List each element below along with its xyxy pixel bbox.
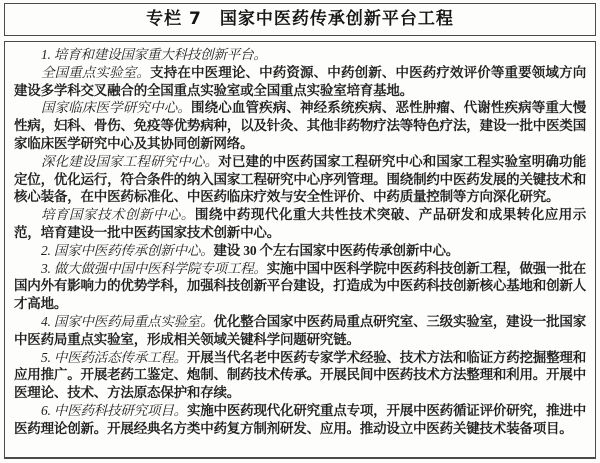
paragraph-text: 支持在中医理论、中药资源、中药创新、中医药疗效评价等重要领域方向建设多学科交叉融合的全国重点实验室或全国重点实验室培育基地。 (14, 64, 586, 98)
paragraph-text: 围绕中药现代化重大共性技术突破、产品研发和成果转化应用示范，培育建设一批中医药国家技术创新中心。 (14, 207, 586, 240)
paragraph-text: 实施中医药现代化研究重点专项，开展中医药循证评价研究，推进中医药理论创新。开展经典名方类中药复方制剂研发、应用。推动设立中医药关键技术装备项目。 (14, 402, 587, 436)
paragraph-text: 开展当代名老中医药专家学术经验、技术方法和临证方药挖掘整理和应用推广。开展老药工鉴定、炮制、制药技术传承。开展民间中医药技术方法整理和利用。开展中医理论、技术、方法原态保护和存续。 (14, 349, 587, 401)
paragraph (14, 153, 586, 206)
paragraph-lead: 5. 中医药活态传承工程。 (41, 349, 187, 365)
paragraph-lead: 1. 培育和建设国家重大科技创新平台。 (41, 47, 267, 62)
paragraph-lead: 深化建设国家工程研究中心。 (41, 153, 219, 169)
paragraph (14, 349, 586, 402)
paragraph (14, 46, 586, 64)
paragraph (14, 260, 586, 313)
paragraph (14, 402, 586, 438)
paragraph-lead: 4. 国家中医药局重点实验室。 (41, 313, 214, 329)
column-title: 专栏 7 国家中医药传承创新平台工程 (146, 9, 454, 29)
column-title-bar (4, 3, 596, 36)
paragraph-lead: 3. 做大做强中国中医科学院专项工程。 (41, 260, 267, 276)
paragraph-lead: 培育国家技术创新中心。 (41, 207, 195, 223)
paragraph (14, 313, 586, 349)
paragraph-lead: 国家临床医学研究中心。 (41, 100, 191, 116)
paragraph-text: 实施中国中医科学院中医药科技创新工程，做强一批在国内外有影响力的优势学科，加强科技创新平台建设，打造成为中医药科技创新核心基地和创新人才高地。 (14, 260, 587, 312)
paragraph-text: 建设 30 个左右国家中医药传承创新中心。 (213, 242, 460, 258)
column-body (4, 41, 596, 459)
paragraph-text: 优化整合国家中医药局重点研究室、三级实验室，建设一批国家中医药局重点实验室，形成相关领域关键科学问题研究链。 (14, 313, 586, 347)
paragraph-lead: 全国重点实验室。 (41, 64, 151, 80)
paragraph-lead: 2. 国家中医药传承创新中心。 (41, 242, 214, 258)
paragraph (14, 99, 586, 152)
paragraph (14, 64, 586, 100)
paragraph-lead: 6. 中医药科技研究项目。 (41, 402, 187, 418)
paragraph-text: 对已建的中医药国家工程研究中心和国家工程实验室明确功能定位，优化运行，符合条件的纳入国家工程研究中心序列管理。围绕制约中医药发展的关键技术和核心装备，在中医药标准化、中医药临床疗效与安全性评价、中药质量控制等方向深化研究。 (14, 153, 586, 205)
paragraph (14, 206, 586, 242)
paragraph-text: 围绕心血管疾病、神经系统疾病、恶性肿瘤、代谢性疾病等重大慢性病，妇科、骨伤、免疫等优势病种，以及针灸、其他非药物疗法等特色疗法，建设一批中医类国家临床医学研究中心及其协同创新网络。 (14, 100, 586, 151)
paragraph (14, 242, 586, 260)
